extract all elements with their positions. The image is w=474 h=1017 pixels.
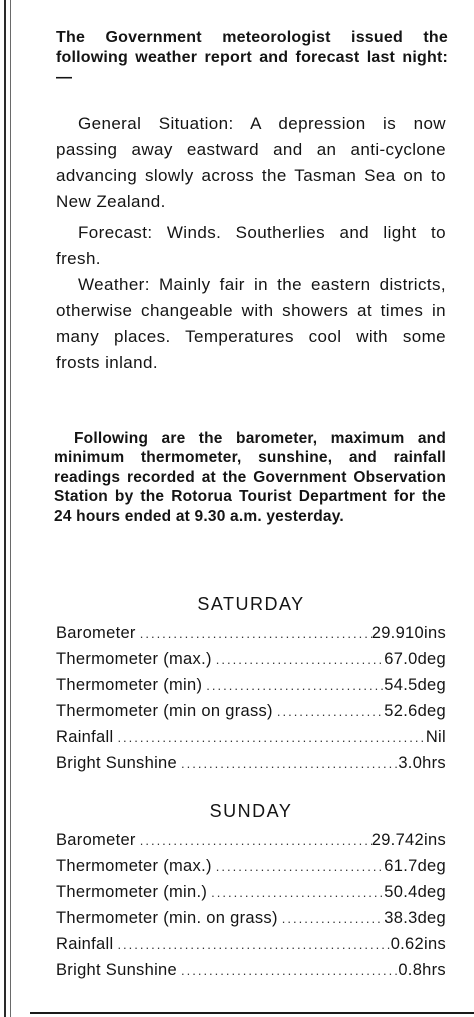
reading-row	[56, 750, 446, 776]
reading-value: 29.742ins	[371, 831, 446, 849]
reading-label: Barometer	[56, 624, 136, 642]
reading-label: Bright Sunshine	[56, 754, 177, 772]
observation-notice-paragraph: Following are the barometer, maximum and minimum thermometer, sunshine, and rainfall readings recorded at the Government Observation Station by the Rotorua Tourist Department for the 24 hours ended at 9.30 a.m. yesterday.	[54, 430, 446, 525]
reading-value: 29.910ins	[371, 624, 446, 642]
reading-label: Barometer	[56, 831, 136, 849]
reading-label: Rainfall	[56, 728, 114, 746]
reading-value: Nil	[425, 728, 446, 746]
reading-label: Rainfall	[56, 935, 114, 953]
reading-value: 61.7deg	[384, 857, 446, 875]
leader-dots	[212, 647, 384, 673]
sunday-readings-table	[56, 827, 446, 983]
reading-label: Thermometer (min)	[56, 676, 203, 694]
column-rule-left	[4, 0, 6, 1017]
leader-dots	[202, 673, 384, 699]
reading-value: 3.0hrs	[398, 754, 446, 772]
reading-label: Thermometer (max.)	[56, 650, 212, 668]
reading-label: Bright Sunshine	[56, 961, 177, 979]
leader-dots	[177, 751, 398, 777]
leader-dots	[136, 621, 372, 647]
leader-dots	[113, 725, 425, 751]
reading-label: Thermometer (min on grass)	[56, 702, 273, 720]
leader-dots	[212, 854, 384, 880]
reading-value: 54.5deg	[384, 676, 446, 694]
weather-paragraph: Weather: Mainly fair in the eastern districts, otherwise changeable with showers at times in many places. Temperatures cool with some frosts inland.	[56, 275, 446, 372]
reading-row	[56, 724, 446, 750]
reading-row	[56, 672, 446, 698]
reading-row	[56, 698, 446, 724]
reading-value: 52.6deg	[384, 702, 446, 720]
reading-label: Thermometer (max.)	[56, 857, 212, 875]
intro-paragraph: The Government meteorologist issued the following weather report and forecast last night:—	[56, 29, 448, 86]
reading-row	[56, 879, 446, 905]
column-rule-left-thin	[10, 0, 11, 1017]
reading-value: 50.4deg	[384, 883, 446, 901]
bottom-rule	[30, 1012, 474, 1014]
reading-value: 38.3deg	[384, 909, 446, 927]
reading-row	[56, 646, 446, 672]
leader-dots	[207, 880, 384, 906]
reading-value: 67.0deg	[384, 650, 446, 668]
saturday-heading: SATURDAY	[197, 594, 305, 614]
leader-dots	[278, 906, 385, 932]
reading-row	[56, 931, 446, 957]
reading-value: 0.8hrs	[398, 961, 446, 979]
reading-row	[56, 620, 446, 646]
reading-label: Thermometer (min. on grass)	[56, 909, 278, 927]
sunday-heading: SUNDAY	[209, 801, 293, 821]
leader-dots	[273, 699, 384, 725]
general-situation-paragraph: General Situation: A depression is now passing away eastward and an anti-cyclone advancing slowly across the Tasman Sea on to New Zealand.	[56, 114, 446, 211]
leader-dots	[136, 828, 372, 854]
forecast-paragraph: Forecast: Winds. Southerlies and light to fresh.	[56, 223, 446, 268]
reading-label: Thermometer (min.)	[56, 883, 208, 901]
reading-row	[56, 957, 446, 983]
reading-row	[56, 827, 446, 853]
reading-row	[56, 905, 446, 931]
leader-dots	[113, 932, 390, 958]
saturday-readings-table	[56, 620, 446, 776]
reading-row	[56, 853, 446, 879]
leader-dots	[177, 958, 398, 984]
reading-value: 0.62ins	[390, 935, 446, 953]
